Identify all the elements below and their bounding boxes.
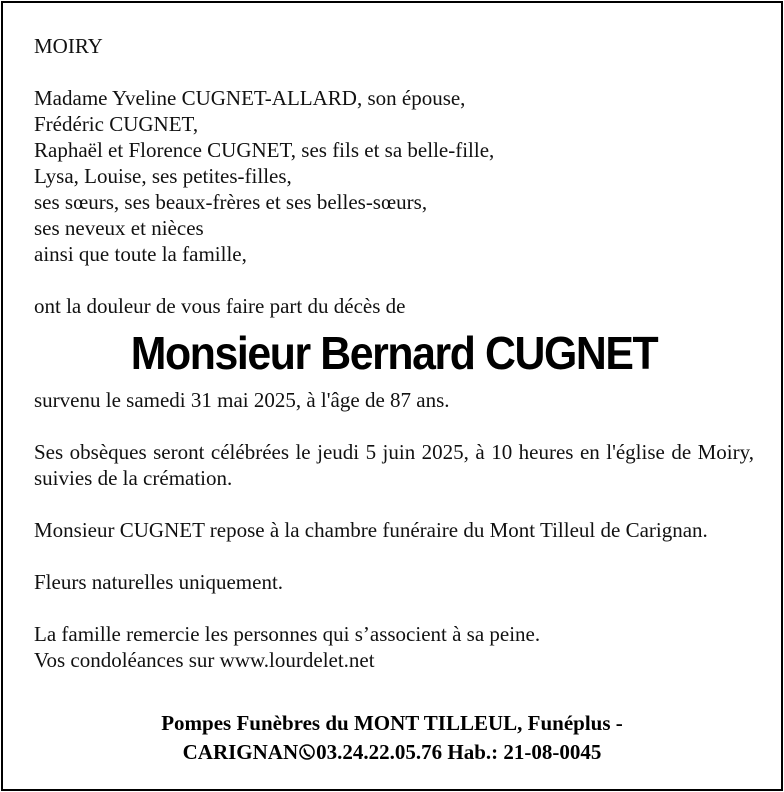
spacer — [34, 59, 754, 85]
funeral-info: Ses obsèques seront célébrées le jeudi 5 juin 2025, à 10 heures en l'église de Moiry, suivies de la crémation. — [34, 440, 754, 490]
phone-icon — [299, 740, 315, 758]
spacer — [34, 267, 754, 293]
thanks-text: La famille remercie les personnes qui s’associent à sa peine. — [34, 622, 541, 646]
family-line: Raphaël et Florence CUGNET, ses fils et sa belle-fille, — [34, 138, 495, 162]
funeral-home-footer — [3, 709, 781, 767]
notice-body — [34, 33, 754, 673]
family-line: ses sœurs, ses beaux-frères et ses belles-sœurs, — [34, 190, 428, 214]
spacer — [34, 543, 754, 569]
rest-place-info: Monsieur CUGNET repose à la chambre funéraire du Mont Tilleul de Carignan. — [34, 518, 708, 542]
family-line: ainsi que toute la famille, — [34, 242, 247, 266]
obituary-notice — [1, 1, 783, 791]
family-line: Lysa, Louise, ses petites-filles, — [34, 164, 292, 188]
funeral-home-phone: 03.24.22.05.76 Hab.: 21-08-0045 — [316, 740, 602, 764]
flowers-info: Fleurs naturelles uniquement. — [34, 570, 284, 594]
town-heading: MOIRY — [34, 34, 103, 58]
spacer — [34, 413, 754, 439]
deceased-name: Monsieur Bernard CUGNET — [130, 327, 658, 379]
condolences-text: Vos condoléances sur www.lourdelet.net — [34, 648, 375, 672]
funeral-home-contact — [3, 738, 781, 767]
announcement-text: ont la douleur de vous faire part du décès de — [34, 294, 406, 318]
spacer — [34, 595, 754, 621]
family-line: Madame Yveline CUGNET-ALLARD, son épouse, — [34, 86, 466, 110]
death-info: survenu le samedi 31 mai 2025, à l'âge de 87 ans. — [34, 388, 450, 412]
funeral-home-name: Pompes Funèbres du MONT TILLEUL, Funéplus - — [161, 711, 623, 735]
family-line: ses neveux et nièces — [34, 216, 204, 240]
spacer — [34, 491, 754, 517]
family-line: Frédéric CUGNET, — [34, 112, 199, 136]
funeral-home-city: CARIGNAN — [182, 740, 299, 764]
